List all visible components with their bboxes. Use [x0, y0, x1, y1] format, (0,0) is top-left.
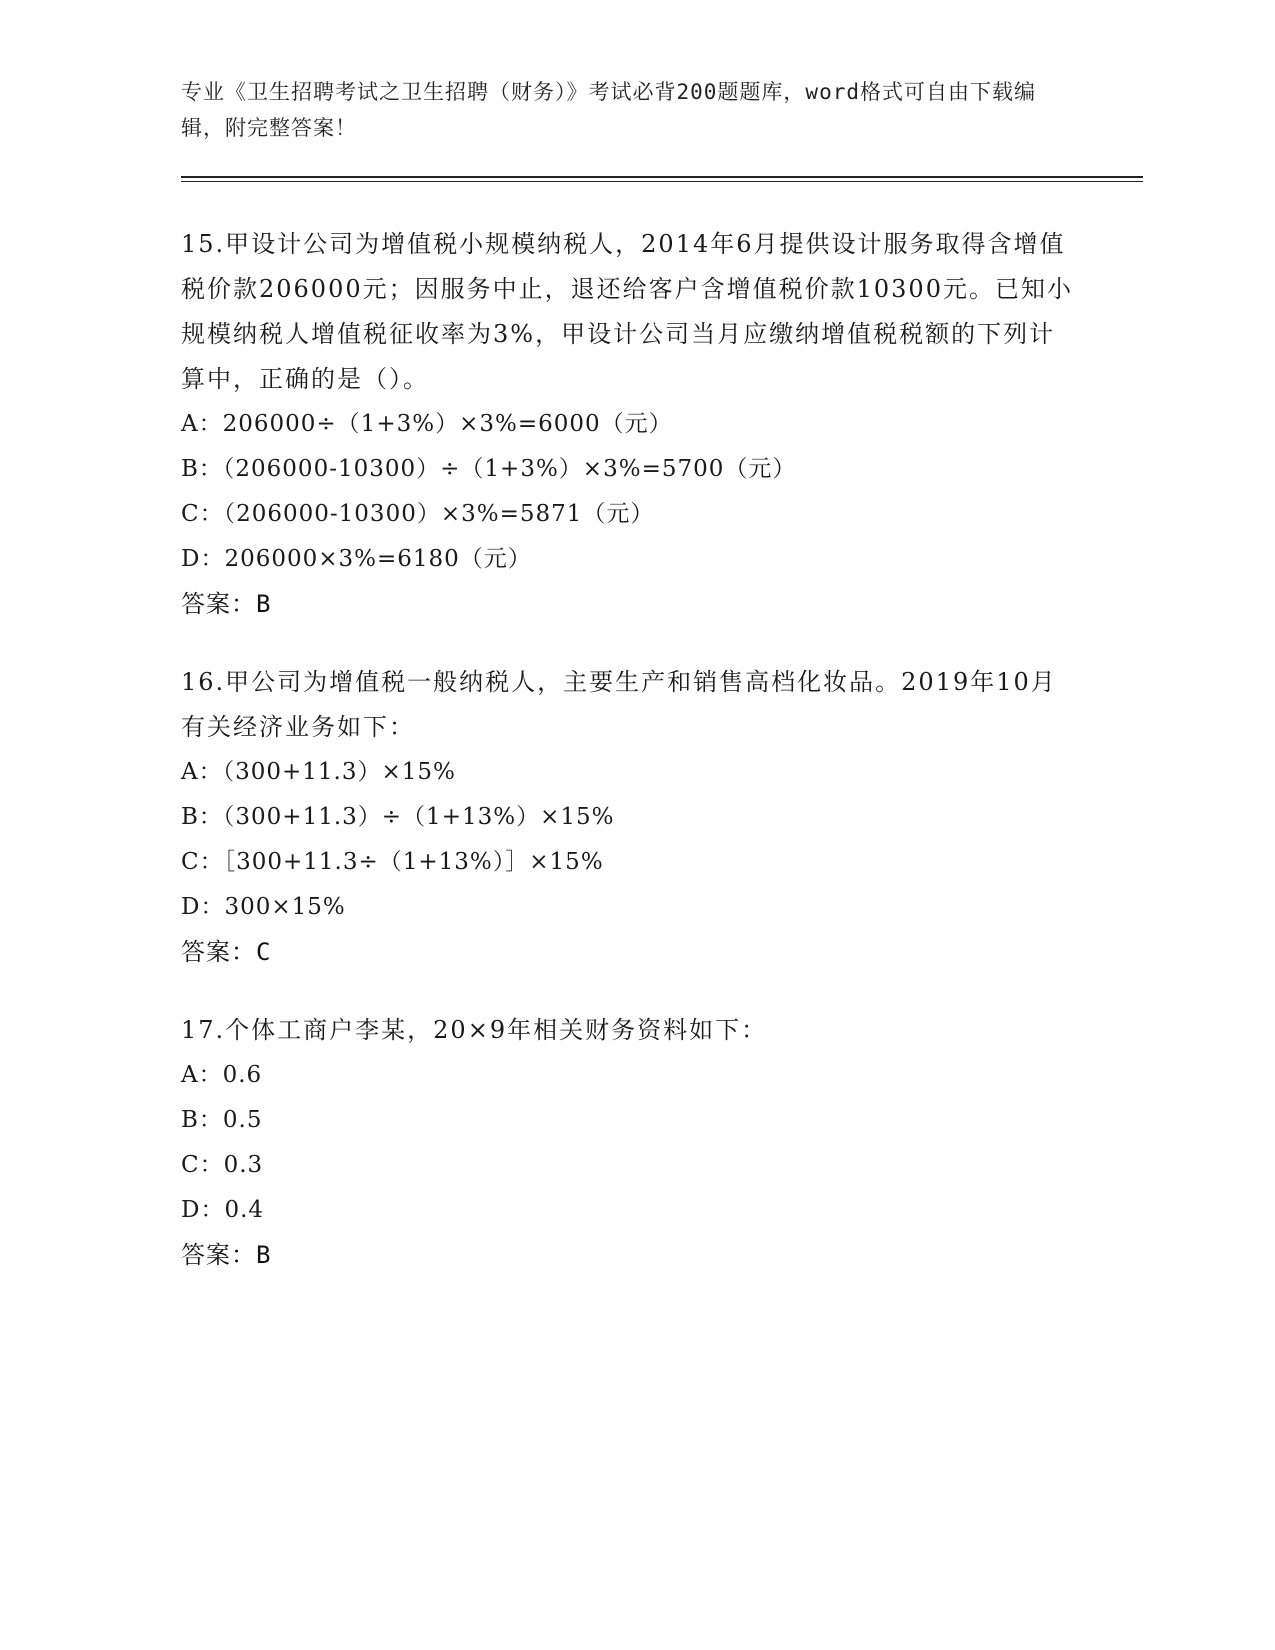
option-d: D：206000×3%=6180（元）: [181, 546, 532, 572]
option-d: D：0.4: [181, 1197, 265, 1223]
option-b: B：（300+11.3）÷（1+13%）×15%: [181, 804, 615, 830]
answer-label: 答案：: [181, 590, 256, 618]
answer-label: 答案：: [181, 1241, 256, 1269]
option-a: A：（300+11.3）×15%: [181, 759, 456, 785]
option-b: B：（206000-10300）÷（1+3%）×3%=5700（元）: [181, 456, 797, 482]
option-c: C：（206000-10300）×3%=5871（元）: [181, 501, 655, 527]
header-divider-thin: [181, 181, 1143, 182]
option-a: A：206000÷（1+3%）×3%=6000（元）: [181, 411, 673, 437]
question-stem: 15.甲设计公司为增值税小规模纳税人，2014年6月提供设计服务取得含增值税价款206000元；因服务中止，退还给客户含增值税价款10300元。已知小规模纳税人增值税征收率为3%，甲设计公司当月应缴纳增值税税额的下列计算中，正确的是（）。: [181, 230, 1073, 393]
question-16: [181, 660, 1081, 975]
question-stem: 16.甲公司为增值税一般纳税人，主要生产和销售高档化妆品。2019年10月有关经济业务如下：: [181, 668, 1057, 741]
option-c: C：［300+11.3÷（1+13%）］×15%: [181, 849, 604, 875]
answer-label: 答案：: [181, 938, 256, 966]
question-15: [181, 222, 1081, 627]
answer-value: C: [256, 938, 272, 966]
answer-line: [181, 930, 1081, 975]
question-stem: 17.个体工商户李某，20×9年相关财务资料如下：: [181, 1016, 768, 1044]
option-d: D：300×15%: [181, 894, 346, 920]
document-header: 专业《卫生招聘考试之卫生招聘（财务）》考试必背200题题库，word格式可自由下载编辑，附完整答案！: [181, 80, 1036, 140]
answer-line: [181, 582, 1081, 627]
answer-line: [181, 1233, 1081, 1278]
option-c: C：0.3: [181, 1152, 264, 1178]
question-17: [181, 1008, 1081, 1278]
option-a: A：0.6: [181, 1062, 263, 1088]
answer-value: B: [256, 590, 272, 618]
option-b: B：0.5: [181, 1107, 263, 1133]
header-divider-thick: [181, 176, 1143, 178]
answer-value: B: [256, 1241, 272, 1269]
